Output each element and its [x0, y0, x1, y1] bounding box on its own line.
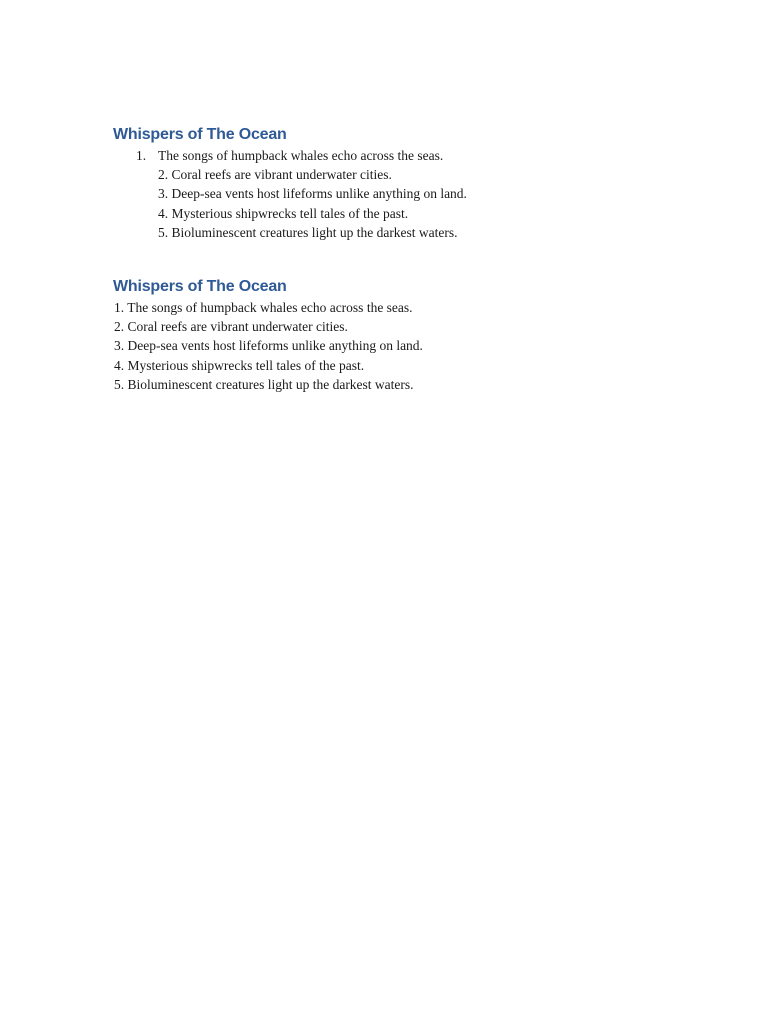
list-item: 4. Mysterious shipwrecks tell tales of the past.	[114, 357, 365, 373]
ocean-section-plain-list	[113, 276, 673, 394]
list-item-text: The songs of humpback whales echo across the seas.	[158, 148, 444, 163]
ocean-section-indented-list	[113, 124, 673, 242]
list-item: 4. Mysterious shipwrecks tell tales of the past.	[158, 205, 409, 221]
list-item: 5. Bioluminescent creatures light up the darkest waters.	[158, 224, 458, 240]
list-item	[113, 146, 673, 165]
list-item: 2. Coral reefs are vibrant underwater cities.	[114, 319, 348, 335]
list-item: 3. Deep-sea vents host lifeforms unlike anything on land.	[114, 338, 423, 354]
list-item: 2. Coral reefs are vibrant underwater cities.	[158, 167, 392, 183]
list-number: 1.	[136, 148, 147, 163]
section-heading: Whispers of The Ocean	[113, 126, 287, 143]
list-item: 5. Bioluminescent creatures light up the darkest waters.	[114, 376, 414, 392]
list-item: 1. The songs of humpback whales echo across the seas.	[114, 300, 413, 315]
list-item: 3. Deep-sea vents host lifeforms unlike anything on land.	[158, 186, 467, 202]
section-heading: Whispers of The Ocean	[113, 278, 287, 295]
